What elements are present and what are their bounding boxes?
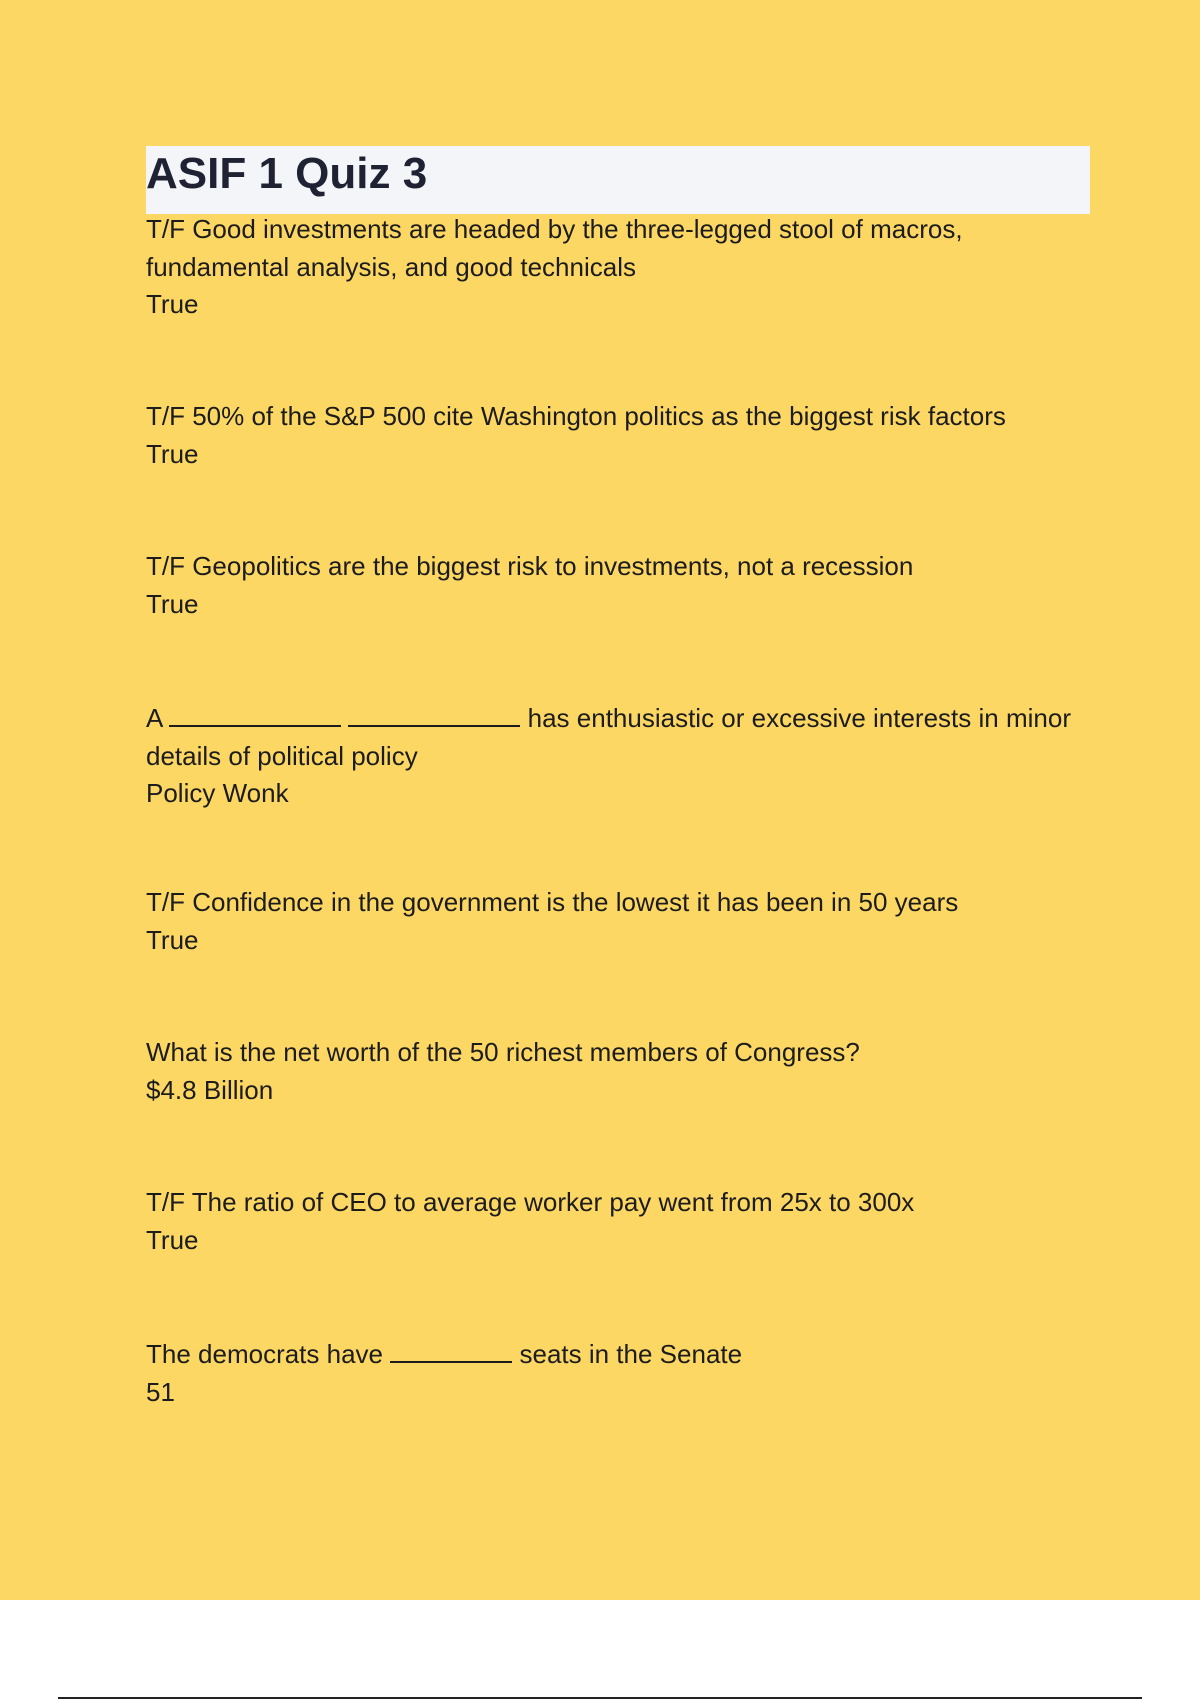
question-2: T/F 50% of the S&P 500 cite Washington politics as the biggest risk factors [146, 401, 1006, 431]
quiz-item-5 [146, 884, 1106, 959]
quiz-item-4 [146, 697, 1106, 813]
question-3: T/F Geopolitics are the biggest risk to investments, not a recession [146, 551, 914, 581]
answer-4: Policy Wonk [146, 778, 289, 808]
answer-blank [348, 697, 520, 727]
question-6: What is the net worth of the 50 richest members of Congress? [146, 1037, 860, 1067]
question-5: T/F Confidence in the government is the lowest it has been in 50 years [146, 887, 959, 917]
answer-8: 51 [146, 1376, 175, 1407]
answer-7: True [146, 1224, 199, 1255]
question-8 [146, 1333, 1106, 1374]
question-8-suffix: seats in the Senate [519, 1339, 743, 1369]
question-4 [146, 697, 1106, 775]
question-4-prefix: A [146, 703, 162, 733]
answer-2: True [146, 438, 199, 469]
question-1: T/F Good investments are headed by the three-legged stool of macros, fundamental analysis, and good technicals [146, 214, 963, 282]
quiz-item-2 [146, 398, 1106, 473]
quiz-item-7 [146, 1184, 1106, 1259]
question-7: T/F The ratio of CEO to average worker pay went from 25x to 300x [146, 1187, 915, 1217]
answer-6: $4.8 Billion [146, 1074, 274, 1105]
page-title: ASIF 1 Quiz 3 [146, 149, 428, 198]
answer-blank [169, 697, 341, 727]
quiz-item-6 [146, 1034, 1106, 1109]
quiz-item-1 [146, 211, 1106, 324]
question-4-suffix: has enthusiastic or excessive interests in minor details of political policy [146, 703, 1071, 771]
answer-blank [390, 1333, 512, 1363]
answer-5: True [146, 924, 199, 955]
answer-1: True [146, 289, 199, 319]
question-8-prefix: The democrats have [146, 1339, 384, 1369]
answer-3: True [146, 588, 199, 619]
quiz-item-3 [146, 548, 1106, 623]
footer-divider [58, 1697, 1142, 1699]
quiz-item-8 [146, 1333, 1106, 1411]
